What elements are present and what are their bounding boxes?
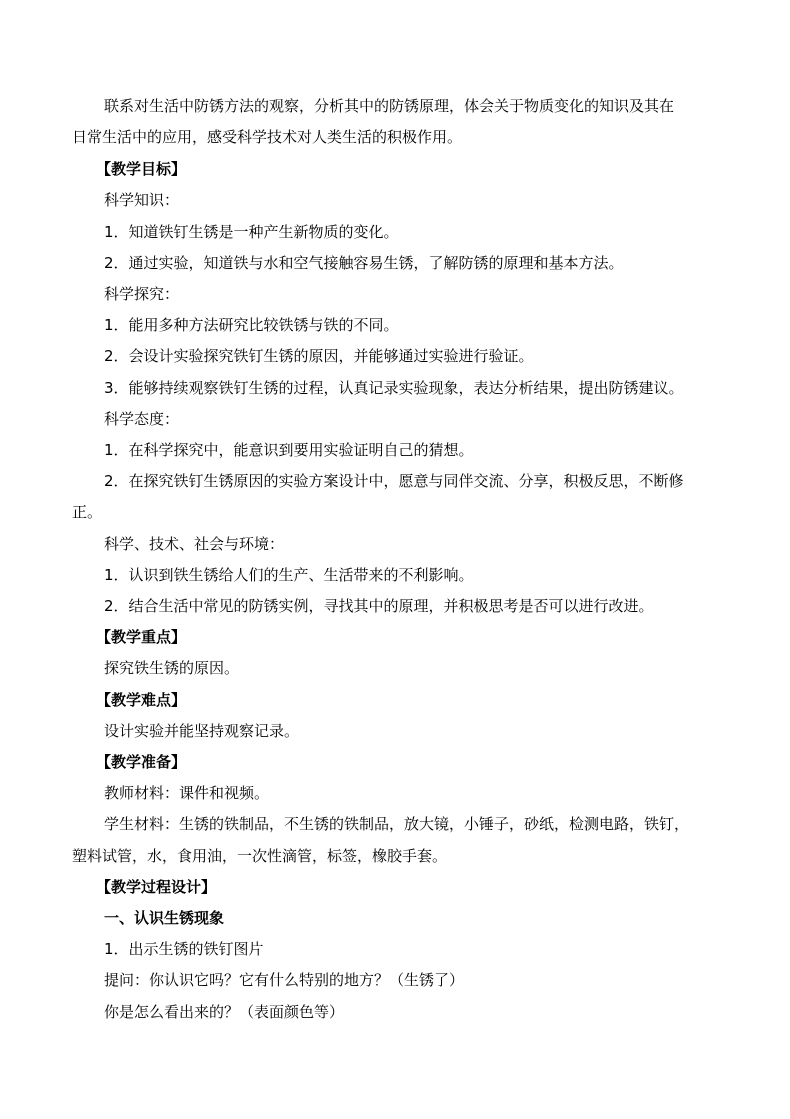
key-point-text: 探究铁生锈的原因。 xyxy=(104,659,240,677)
question-1: 提问：你认识它吗？它有什么特别的地方？（生锈了） xyxy=(104,971,465,989)
inquiry-item-3: 3．能够持续观察铁钉生锈的过程，认真记录实验现象，表达分析结果，提出防锈建议。 xyxy=(104,379,684,397)
intro-line-2: 日常生活中的应用，感受科学技术对人类生活的积极作用。 xyxy=(72,128,463,146)
teacher-materials: 教师材料：课件和视频。 xyxy=(104,784,270,802)
stse-item-1: 1．认识到铁生锈给人们的生产、生活带来的不利影响。 xyxy=(104,566,474,584)
stse-label: 科学、技术、社会与环境： xyxy=(104,535,285,553)
goal-heading: 【教学目标】 xyxy=(96,160,187,178)
inquiry-item-1: 1．能用多种方法研究比较铁锈与铁的不同。 xyxy=(104,316,399,334)
section-1-heading: 一、认识生锈现象 xyxy=(104,909,225,927)
stse-item-2: 2．结合生活中常见的防锈实例，寻找其中的原理，并积极思考是否可以进行改进。 xyxy=(104,597,654,615)
sci-knowledge-label: 科学知识： xyxy=(104,191,180,209)
difficulty-heading: 【教学难点】 xyxy=(96,691,187,709)
intro-line-1: 联系对生活中防锈方法的观察，分析其中的防锈原理，体会关于物质变化的知识及其在 xyxy=(104,97,675,115)
sci-attitude-label: 科学态度： xyxy=(104,410,180,428)
knowledge-item-1: 1．知道铁钉生锈是一种产生新物质的变化。 xyxy=(104,223,399,241)
difficulty-text: 设计实验并能坚持观察记录。 xyxy=(104,722,300,740)
preparation-heading: 【教学准备】 xyxy=(96,753,187,771)
attitude-item-1: 1．在科学探究中，能意识到要用实验证明自己的猜想。 xyxy=(104,441,474,459)
sci-inquiry-label: 科学探究： xyxy=(104,285,180,303)
process-heading: 【教学过程设计】 xyxy=(96,878,217,896)
student-materials-line-1: 学生材料：生锈的铁制品，不生锈的铁制品，放大镜，小锤子，砂纸，检测电路，铁钉， xyxy=(104,815,690,833)
process-item-1: 1．出示生锈的铁钉图片 xyxy=(104,940,264,958)
key-point-heading: 【教学重点】 xyxy=(96,628,187,646)
attitude-item-2-line-2: 正。 xyxy=(72,503,103,521)
attitude-item-2-line-1: 2．在探究铁钉生锈原因的实验方案设计中，愿意与同伴交流、分享，积极反思，不断修 xyxy=(104,472,684,490)
question-2: 你是怎么看出来的？（表面颜色等） xyxy=(104,1003,345,1021)
knowledge-item-2: 2．通过实验，知道铁与水和空气接触容易生锈，了解防锈的原理和基本方法。 xyxy=(104,254,624,272)
inquiry-item-2: 2．会设计实验探究铁钉生锈的原因，并能够通过实验进行验证。 xyxy=(104,347,534,365)
student-materials-line-2: 塑料试管，水，食用油，一次性滴管，标签，橡胶手套。 xyxy=(72,847,448,865)
